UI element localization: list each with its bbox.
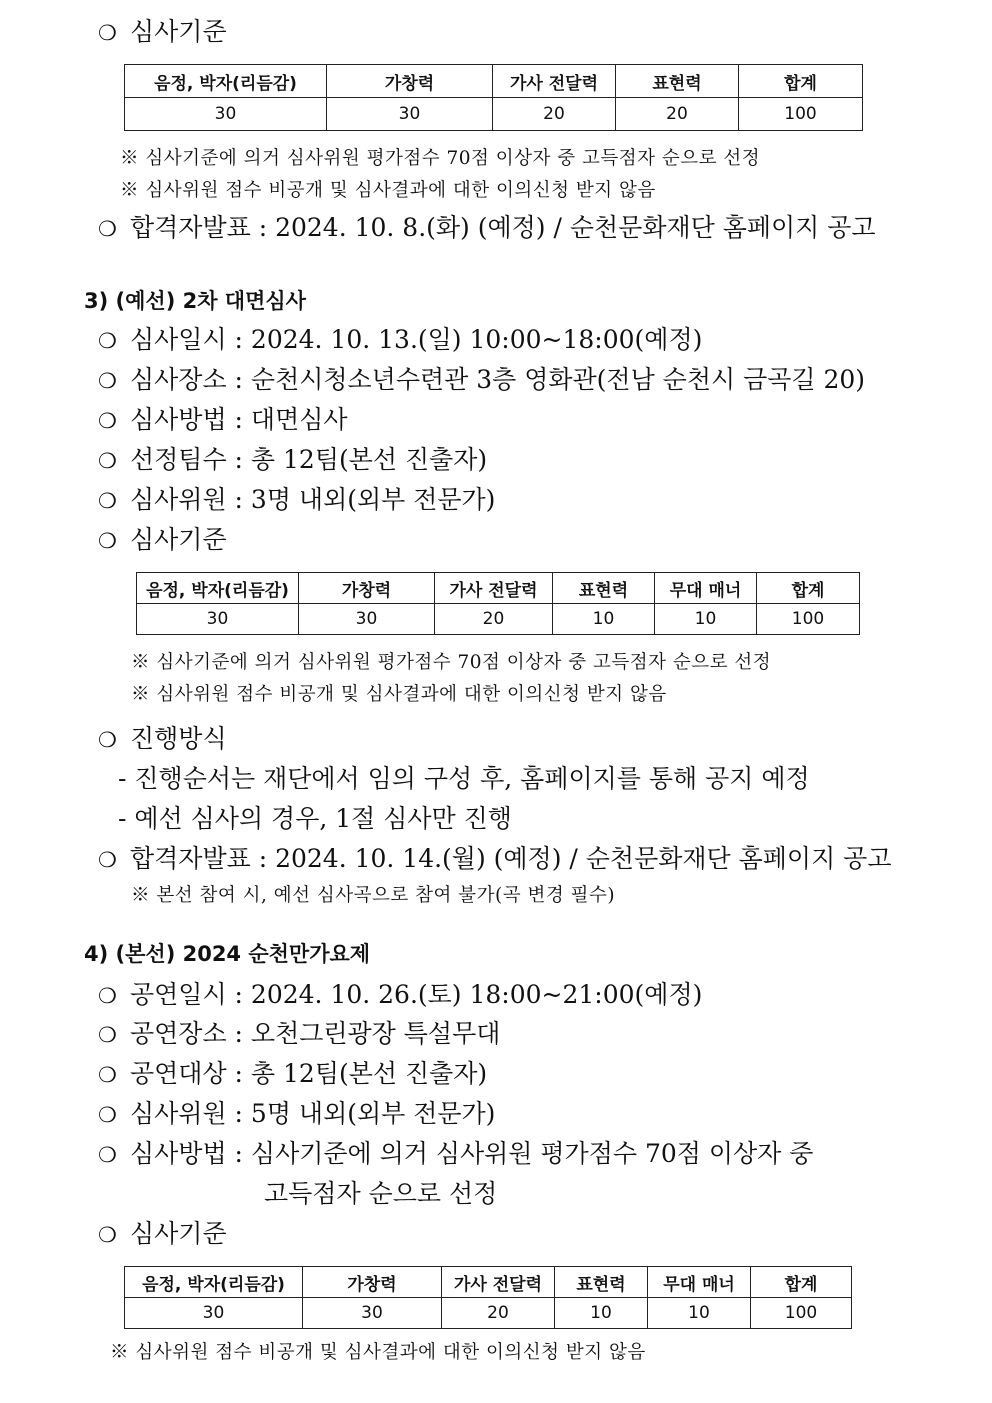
list-item-text: 공연일시 : 2024. 10. 26.(토) 18:00~21:00(예정) — [130, 980, 703, 1009]
table-header-cell: 무대 매너 — [648, 1267, 751, 1298]
list-item — [98, 445, 487, 476]
circle-bullet-icon: ❍ — [98, 848, 117, 872]
table-cell: 20 — [493, 98, 616, 131]
table-cell: 20 — [616, 98, 739, 131]
list-item-text: 진행방식 — [130, 724, 227, 753]
list-item — [98, 365, 865, 396]
list-item-text: 심사기준 — [130, 525, 227, 554]
table-header-cell: 가사 전달력 — [442, 1267, 555, 1298]
list-item-text: 공연장소 : 오천그린광장 특설무대 — [130, 1019, 501, 1048]
announcement-item — [98, 844, 891, 875]
table-cell: 30 — [137, 604, 299, 635]
table-cell: 10 — [555, 1298, 648, 1329]
circle-bullet-icon: ❍ — [98, 1223, 117, 1247]
list-item-text: 심사위원 : 5명 내외(외부 전문가) — [130, 1099, 496, 1128]
table-header-cell: 표현력 — [616, 65, 739, 98]
table-cell: 30 — [327, 98, 493, 131]
list-item-text: 심사위원 : 3명 내외(외부 전문가) — [130, 485, 496, 514]
circle-bullet-icon: ❍ — [98, 1143, 117, 1167]
announcement-item — [98, 213, 876, 244]
note-line: ※ 심사위원 점수 비공개 및 심사결과에 대한 이의신청 받지 않음 — [131, 684, 667, 705]
section-heading: 4) (본선) 2024 순천만가요제 — [84, 942, 371, 966]
circle-bullet-icon: ❍ — [98, 529, 117, 553]
list-item — [98, 1139, 813, 1170]
list-item-text: 심사기준 — [130, 1219, 227, 1248]
table-header-row — [125, 65, 863, 98]
section-heading: 3) (예선) 2차 대면심사 — [84, 289, 306, 313]
list-item — [98, 485, 495, 516]
criteria-table — [124, 64, 863, 131]
table-cell: 10 — [648, 1298, 751, 1329]
circle-bullet-icon: ❍ — [98, 1103, 117, 1127]
circle-bullet-icon: ❍ — [98, 329, 117, 353]
table-header-cell: 가창력 — [327, 65, 493, 98]
table-cell: 20 — [435, 604, 553, 635]
announcement-text: 합격자발표 : 2024. 10. 14.(월) (예정) / 순천문화재단 홈페이지 공고 — [130, 844, 892, 873]
circle-bullet-icon: ❍ — [98, 728, 117, 752]
announcement-text: 합격자발표 : 2024. 10. 8.(화) (예정) / 순천문화재단 홈페이지 공고 — [130, 213, 876, 242]
table-header-cell: 음정, 박자(리듬감) — [125, 65, 327, 98]
table-header-row — [137, 573, 860, 604]
table-header-cell: 무대 매너 — [655, 573, 757, 604]
table-cell: 30 — [299, 604, 435, 635]
table-cell: 100 — [757, 604, 860, 635]
table-row — [137, 604, 860, 635]
note-line: ※ 심사기준에 의거 심사위원 평가점수 70점 이상자 중 고득점자 순으로 선정 — [120, 148, 761, 169]
table-row — [125, 1298, 852, 1329]
table-row — [125, 98, 863, 131]
circle-bullet-icon: ❍ — [98, 409, 117, 433]
note-line: ※ 심사위원 점수 비공개 및 심사결과에 대한 이의신청 받지 않음 — [110, 1342, 646, 1363]
table-cell: 30 — [125, 1298, 303, 1329]
list-item — [98, 525, 227, 556]
list-item — [98, 405, 348, 436]
note-line: ※ 심사기준에 의거 심사위원 평가점수 70점 이상자 중 고득점자 순으로 선정 — [131, 652, 772, 673]
table-header-cell: 표현력 — [555, 1267, 648, 1298]
list-item-text: 선정팀수 : 총 12팀(본선 진출자) — [130, 445, 488, 474]
list-item — [98, 1099, 495, 1130]
circle-bullet-icon: ❍ — [98, 1023, 117, 1047]
table-header-cell: 합계 — [751, 1267, 852, 1298]
table-cell: 30 — [125, 98, 327, 131]
table-header-cell: 합계 — [739, 65, 863, 98]
table-cell: 100 — [739, 98, 863, 131]
circle-bullet-icon: ❍ — [98, 449, 117, 473]
circle-bullet-icon: ❍ — [98, 21, 117, 45]
table-cell: 30 — [303, 1298, 442, 1329]
table-cell: 10 — [655, 604, 757, 635]
list-item — [98, 724, 227, 755]
process-line: - 예선 심사의 경우, 1절 심사만 진행 — [118, 804, 512, 833]
criteria-table — [136, 572, 860, 635]
table-cell: 10 — [553, 604, 655, 635]
list-item-text: 심사장소 : 순천시청소년수련관 3층 영화관(전남 순천시 금곡길 20) — [130, 365, 866, 394]
list-item — [98, 325, 702, 356]
criteria-table — [124, 1266, 852, 1329]
table-header-cell: 가사 전달력 — [493, 65, 616, 98]
list-item — [98, 980, 702, 1011]
table-header-cell: 표현력 — [553, 573, 655, 604]
table-header-cell: 가사 전달력 — [435, 573, 553, 604]
list-item — [98, 1059, 487, 1090]
table-cell: 100 — [751, 1298, 852, 1329]
criteria-label: 심사기준 — [130, 17, 227, 46]
table-header-row — [125, 1267, 852, 1298]
table-header-cell: 합계 — [757, 573, 860, 604]
criteria-item — [98, 17, 227, 48]
list-item-text: 심사일시 : 2024. 10. 13.(일) 10:00~18:00(예정) — [130, 325, 703, 354]
list-item — [98, 1019, 500, 1050]
note-line: ※ 본선 참여 시, 예선 심사곡으로 참여 불가(곡 변경 필수) — [131, 885, 616, 906]
circle-bullet-icon: ❍ — [98, 489, 117, 513]
circle-bullet-icon: ❍ — [98, 1063, 117, 1087]
circle-bullet-icon: ❍ — [98, 369, 117, 393]
table-cell: 20 — [442, 1298, 555, 1329]
list-item — [98, 1219, 227, 1250]
note-line: ※ 심사위원 점수 비공개 및 심사결과에 대한 이의신청 받지 않음 — [120, 180, 656, 201]
list-item-text: 공연대상 : 총 12팀(본선 진출자) — [130, 1059, 488, 1088]
list-item-continuation: 고득점자 순으로 선정 — [264, 1179, 498, 1208]
process-line: - 진행순서는 재단에서 임의 구성 후, 홈페이지를 통해 공지 예정 — [118, 764, 810, 793]
table-header-cell: 음정, 박자(리듬감) — [125, 1267, 303, 1298]
table-header-cell: 가창력 — [303, 1267, 442, 1298]
list-item-text: 심사방법 : 심사기준에 의거 심사위원 평가점수 70점 이상자 중 — [130, 1139, 814, 1168]
circle-bullet-icon: ❍ — [98, 217, 117, 241]
circle-bullet-icon: ❍ — [98, 984, 117, 1008]
table-header-cell: 음정, 박자(리듬감) — [137, 573, 299, 604]
table-header-cell: 가창력 — [299, 573, 435, 604]
list-item-text: 심사방법 : 대면심사 — [130, 405, 348, 434]
